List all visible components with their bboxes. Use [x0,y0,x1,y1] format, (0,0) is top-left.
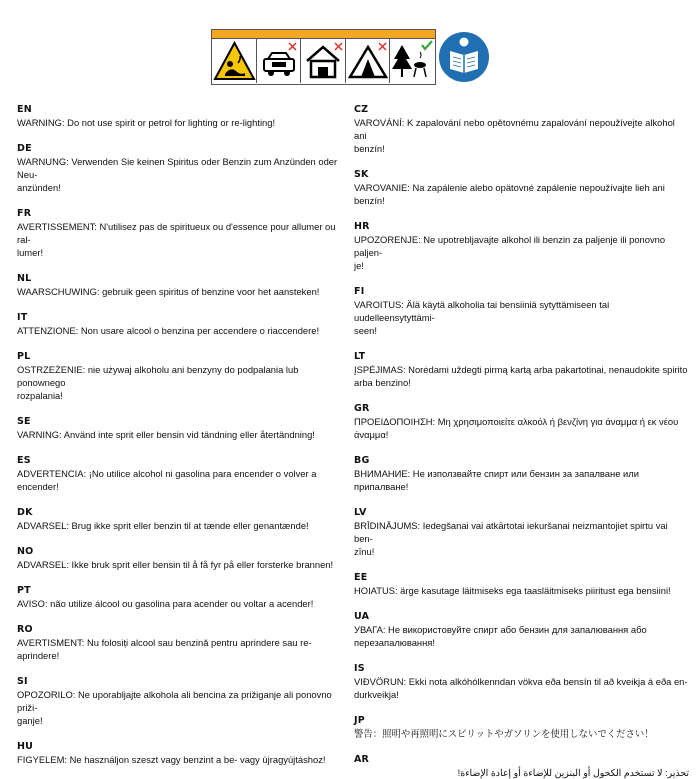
language-code: DE [17,143,32,154]
warning-block-es [17,454,342,493]
language-code: IS [354,663,365,674]
language-code: EE [354,572,368,583]
language-code: PT [17,585,31,596]
language-code: NL [17,273,32,284]
language-code: NO [17,546,34,557]
language-code: CZ [354,104,369,115]
pictogram-strip [211,29,436,85]
warning-text: WARNUNG: Verwenden Sie keinen Spiritus oder Benzin zum Anzünden oder Neu- anzünden! [17,156,338,193]
language-code: DK [17,507,33,518]
warning-text: تحذير: لا تستخدم الكحول أو البنزين للإضاءة أو إعادة الإضاءة! [457,767,689,778]
warning-text: 警告：照明や再照明にスピリットやガソリンを使用しないでください！ [354,728,654,739]
language-code: RO [17,624,33,635]
language-code: UA [354,611,370,622]
warning-text: ĮSPĖJIMAS: Norėdami uždegti pirmą kartą arba pakartotinai, nenaudokite spirito arba benzino! [354,364,688,388]
language-code: HU [17,741,34,752]
warning-block-si [17,675,342,727]
language-code: FR [17,208,32,219]
warning-block-en [17,103,342,129]
language-code: HR [354,221,370,232]
warning-text: AVISO: não utilize álcool ou gasolina para acender ou voltar a acender! [17,598,314,609]
warning-block-nl [17,272,342,298]
language-code: JP [354,715,365,726]
language-code: GR [354,403,370,414]
language-code: LT [354,351,366,362]
warning-text: OPOZORILO: Ne uporabljajte alkohola ali bencina za prižiganje ali ponovno priži- ganje! [17,689,332,726]
language-code: AR [354,754,370,765]
warning-text: BRĪDINĀJUMS: Iedegšanai vai atkārtotai iekuršanai neizmantojiet spirtu vai ben- zīnu! [354,520,668,557]
language-code: LV [354,507,367,518]
warning-block-is [354,662,689,701]
outdoor-use-ok-icon [390,39,435,83]
warning-text: ΠΡΟΕΙΔΟΠΟΙΗΣΗ: Μη χρησιμοποιείτε αλκοόλ ή βενζίνη για άναμμα ή εκ νέου άναμμα! [354,416,679,440]
warning-text: AVERTISMENT: Nu folosiți alcool sau benzină pentru aprindere sau re-aprindere! [17,637,312,661]
warning-text: ATTENZIONE: Non usare alcool o benzina per accendere o riaccendere! [17,325,320,336]
warning-text: ADVERTENCIA: ¡No utilice alcohol ni gasolina para encender o volver a encender! [17,468,317,492]
language-code: SK [354,169,369,180]
warnings-column-right [354,103,689,779]
warning-block-ua [354,610,689,649]
strip-accent-bar [212,30,435,39]
no-tent-icon [346,39,390,83]
no-indoor-icon [301,39,346,83]
warning-block-de [17,142,342,194]
warning-block-lv [354,506,689,558]
warning-text: ВНИМАНИЕ: Не използвайте спирт или бензин за запалване или припалване! [354,468,639,492]
language-code: FI [354,286,365,297]
language-code: SI [17,676,28,687]
warning-block-hr [354,220,689,272]
warning-text: VAROVANIE: Na zapálenie alebo opätovné zapálenie nepoužívajte lieh ani benzín! [354,182,665,206]
language-code: BG [354,455,370,466]
warning-block-pl [17,350,342,402]
warning-block-dk [17,506,342,532]
warning-block-fr [17,207,342,259]
warning-block-gr [354,402,689,441]
warning-text: UPOZORENJE: Ne upotrebljavajte alkohol ili benzin za paljenje ili ponovno paljen- je! [354,234,666,271]
warnings-column-left [17,103,342,766]
warning-text: VARNING: Använd inte sprit eller bensin vid tändning eller återtändning! [17,429,315,440]
warning-text: VIÐVÖRUN: Ekki nota alkóhólkenndan vökva eða bensín til að kveikja á eða en- durkveikja! [354,676,688,700]
language-code: EN [17,104,32,115]
warning-block-ee [354,571,689,597]
warning-text: WAARSCHUWING: gebruik geen spiritus of benzine voor het aansteken! [17,286,320,297]
read-manual-icon [438,31,490,83]
warning-text: VAROVÁNÍ: K zapalování nebo opětovnému zapalování nepoužívejte alkohol ani benzín! [354,117,675,154]
warning-text: HOIATUS: ärge kasutage läitmiseks ega taasläitmiseks piiritust ega bensiini! [354,585,671,596]
warning-block-lt [354,350,689,389]
language-code: SE [17,416,31,427]
warning-triangle-burn-icon [212,39,257,83]
warning-text: WARNING: Do not use spirit or petrol for lighting or re-lighting! [17,117,276,128]
warning-block-cz [354,103,689,155]
warning-text: OSTRZEŻENIE: nie używaj alkoholu ani benzyny do podpalania lub ponownego rozpalania! [17,364,299,401]
warning-text: УВАГА: Не використовуйте спирт або бензин для запалювання або перезапалювання! [354,624,647,648]
warning-text: FIGYELEM: Ne használjon szeszt vagy benzint a be- vagy újragyújtáshoz! [17,754,326,765]
warning-block-pt [17,584,342,610]
warning-text: ADVARSEL: Ikke bruk sprit eller bensin til å få fyr på eller forsterke brannen! [17,559,334,570]
warning-block-se [17,415,342,441]
language-code: IT [17,312,28,323]
warning-block-no [17,545,342,571]
warning-block-ro [17,623,342,662]
warning-block-it [17,311,342,337]
warning-block-bg [354,454,689,493]
warning-text: AVERTISSEMENT: N'utilisez pas de spiritueux ou d'essence pour allumer ou ral- lumer! [17,221,336,258]
warning-block-hu [17,740,342,766]
warning-block-ar [354,753,689,779]
language-code: ES [17,455,31,466]
language-code: PL [17,351,31,362]
warning-block-jp [354,714,689,740]
warning-text: VAROITUS: Älä käytä alkoholia tai bensiiniä sytyttämiseen tai uudelleensytyttämi- seen! [354,299,610,336]
warning-block-fi [354,285,689,337]
warning-block-sk [354,168,689,207]
warning-text: ADVARSEL: Brug ikke sprit eller benzin til at tænde eller genantænde! [17,520,309,531]
no-vehicle-icon [257,39,301,83]
